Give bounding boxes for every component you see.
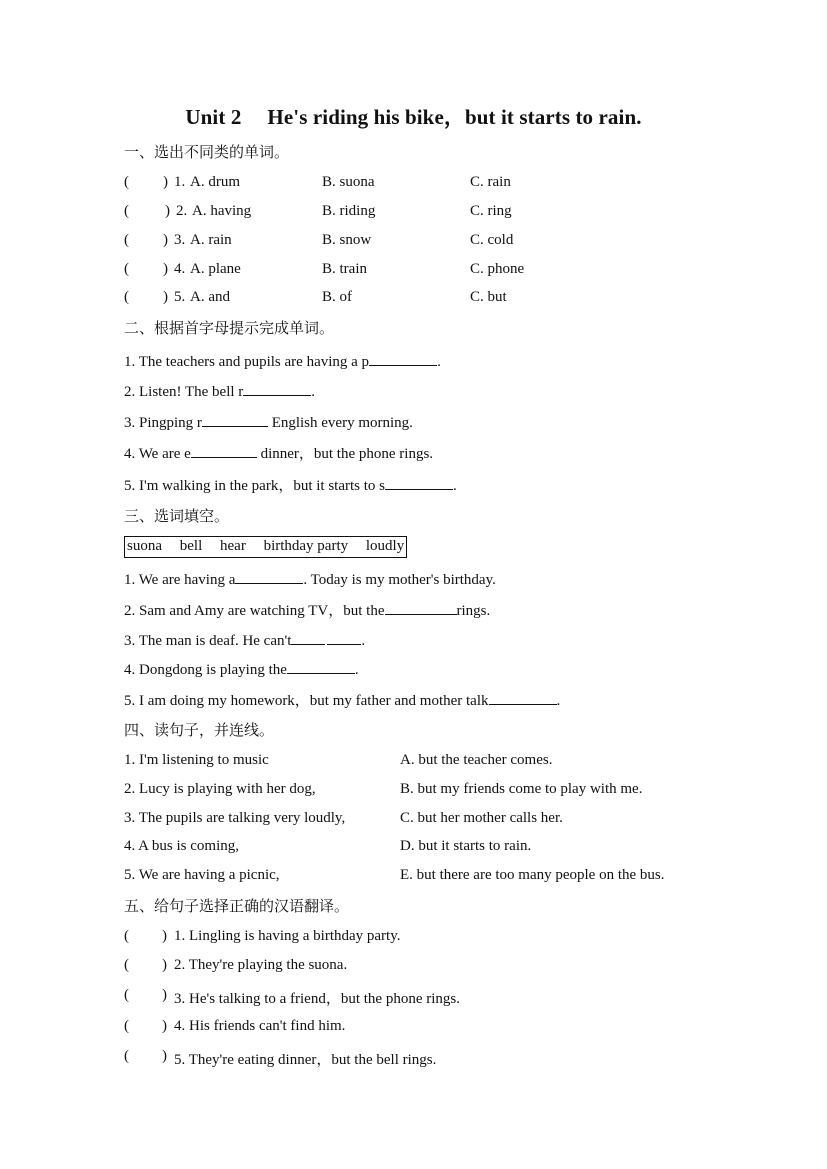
sentence-start: 3. The man is deaf. He can't (124, 633, 292, 649)
list-item (124, 474, 457, 495)
answer-paren-open: ( (124, 1048, 129, 1064)
answer-paren-open: ( (124, 987, 129, 1003)
answer-blank[interactable] (291, 630, 325, 645)
match-left-item[interactable]: 1. I'm listening to music (124, 752, 269, 768)
word-bank-item: loudly (365, 538, 405, 554)
word-bank-item: hear (220, 538, 246, 554)
sentence-text: 3. He's talking to a friend，but the phone rings. (174, 991, 460, 1007)
item-number: 4. (174, 261, 186, 277)
list-item (124, 689, 560, 710)
sentence-start: 2. Listen! The bell r (124, 384, 244, 400)
answer-blank[interactable] (235, 569, 303, 584)
answer-blank[interactable] (489, 690, 557, 705)
option-c: C. phone (470, 261, 525, 277)
answer-blank[interactable] (287, 659, 355, 674)
match-left-item[interactable]: 2. Lucy is playing with her dog, (124, 781, 316, 797)
list-item (124, 630, 365, 650)
option-b: B. riding (322, 203, 376, 219)
sentence-end: . (556, 693, 561, 709)
answer-blank[interactable] (327, 630, 361, 645)
sentence-end: dinner，but the phone rings. (256, 446, 434, 462)
list-item (124, 351, 441, 371)
sentence-text: 2. They're playing the suona. (174, 957, 348, 973)
option-a: A. having (192, 203, 252, 219)
answer-paren-open: ( (124, 289, 129, 305)
answer-paren-open: ( (124, 1018, 129, 1034)
match-right-item[interactable]: C. but her mother calls her. (400, 810, 563, 826)
option-c: C. but (470, 289, 507, 305)
answer-blank[interactable] (202, 412, 268, 427)
answer-paren-close: ) (162, 1018, 167, 1034)
answer-paren-open: ( (124, 174, 129, 190)
item-number: 3. (174, 232, 186, 248)
list-item (124, 381, 315, 401)
sentence-text: 5. They're eating dinner，but the bell rings. (174, 1052, 437, 1068)
sentence-start: 4. Dongdong is playing the (124, 662, 287, 678)
section3-heading: 三、选词填空。 (124, 507, 230, 525)
answer-paren-open: ( (124, 928, 129, 944)
section2-heading: 二、根据首字母提示完成单词。 (124, 319, 335, 337)
word-bank-item: bell (179, 538, 203, 554)
list-item (124, 599, 490, 620)
option-b: B. snow (322, 232, 372, 248)
answer-blank[interactable] (369, 351, 437, 366)
list-item (124, 442, 433, 463)
sentence-end: rings. (456, 603, 491, 619)
match-right-item[interactable]: B. but my friends come to play with me. (400, 781, 643, 797)
answer-paren-close: ) (163, 261, 168, 277)
answer-paren-close: ) (165, 203, 170, 219)
section4-heading: 四、读句子，并连线。 (124, 721, 275, 739)
match-right-item[interactable]: D. but it starts to rain. (400, 838, 532, 854)
sentence-text: 4. His friends can't find him. (174, 1018, 346, 1034)
section5-heading: 五、给句子选择正确的汉语翻译。 (124, 897, 350, 915)
match-left-item[interactable]: 4. A bus is coming, (124, 838, 240, 854)
answer-paren-close: ) (162, 957, 167, 973)
list-item (124, 569, 496, 589)
answer-blank[interactable] (191, 443, 257, 458)
title-text: He's riding his bike，but it starts to rain. (267, 105, 642, 129)
option-c: C. rain (470, 174, 511, 190)
sentence-end: . (311, 384, 316, 400)
sentence-start: 4. We are e (124, 446, 191, 462)
sentence-start: 2. Sam and Amy are watching TV，but the (124, 603, 385, 619)
list-item (124, 412, 413, 432)
word-bank (124, 536, 407, 558)
title-unit: Unit 2 (185, 105, 242, 129)
option-b: B. train (322, 261, 367, 277)
match-left-item[interactable]: 3. The pupils are talking very loudly, (124, 810, 346, 826)
sentence-end: English every morning. (267, 415, 413, 431)
answer-paren-close: ) (163, 174, 168, 190)
page-title (0, 101, 827, 131)
option-c: C. ring (470, 203, 512, 219)
word-bank-item: suona (127, 538, 162, 554)
answer-paren-open: ( (124, 232, 129, 248)
section1-heading: 一、选出不同类的单词。 (124, 143, 290, 161)
sentence-end: . Today is my mother's birthday. (303, 572, 496, 588)
list-item (124, 659, 359, 679)
word-bank-item: birthday party (263, 538, 349, 554)
answer-paren-open: ( (124, 261, 129, 277)
sentence-text: 1. Lingling is having a birthday party. (174, 928, 401, 944)
answer-blank[interactable] (385, 475, 453, 490)
option-c: C. cold (470, 232, 514, 248)
sentence-end: . (437, 354, 441, 370)
answer-blank[interactable] (243, 381, 311, 396)
sentence-start: 5. I am doing my homework，but my father and mother talk (124, 693, 489, 709)
match-right-item[interactable]: E. but there are too many people on the bus. (400, 867, 665, 883)
answer-paren-close: ) (162, 987, 167, 1003)
item-number: 2. (176, 203, 188, 219)
sentence-start: 3. Pingping r (124, 415, 202, 431)
sentence-start: 1. We are having a (124, 572, 236, 588)
option-a: A. rain (190, 232, 232, 248)
sentence-end: . (361, 633, 366, 649)
item-number: 1. (174, 174, 186, 190)
sentence-start: 5. I'm walking in the park，but it starts to s (124, 478, 386, 494)
option-a: A. plane (190, 261, 241, 277)
match-left-item[interactable]: 5. We are having a picnic, (124, 867, 280, 883)
option-b: B. suona (322, 174, 375, 190)
match-right-item[interactable]: A. but the teacher comes. (400, 752, 553, 768)
answer-paren-close: ) (163, 289, 168, 305)
answer-paren-open: ( (124, 957, 129, 973)
sentence-end: . (453, 478, 457, 494)
answer-blank[interactable] (385, 600, 457, 615)
item-number: 5. (174, 289, 186, 305)
answer-paren-close: ) (162, 1048, 167, 1064)
option-a: A. and (190, 289, 230, 305)
answer-paren-open: ( (124, 203, 129, 219)
sentence-start: 1. The teachers and pupils are having a p (124, 354, 370, 370)
option-a: A. drum (190, 174, 240, 190)
option-b: B. of (322, 289, 352, 305)
answer-paren-close: ) (162, 928, 167, 944)
sentence-end: . (354, 662, 359, 678)
answer-paren-close: ) (163, 232, 168, 248)
